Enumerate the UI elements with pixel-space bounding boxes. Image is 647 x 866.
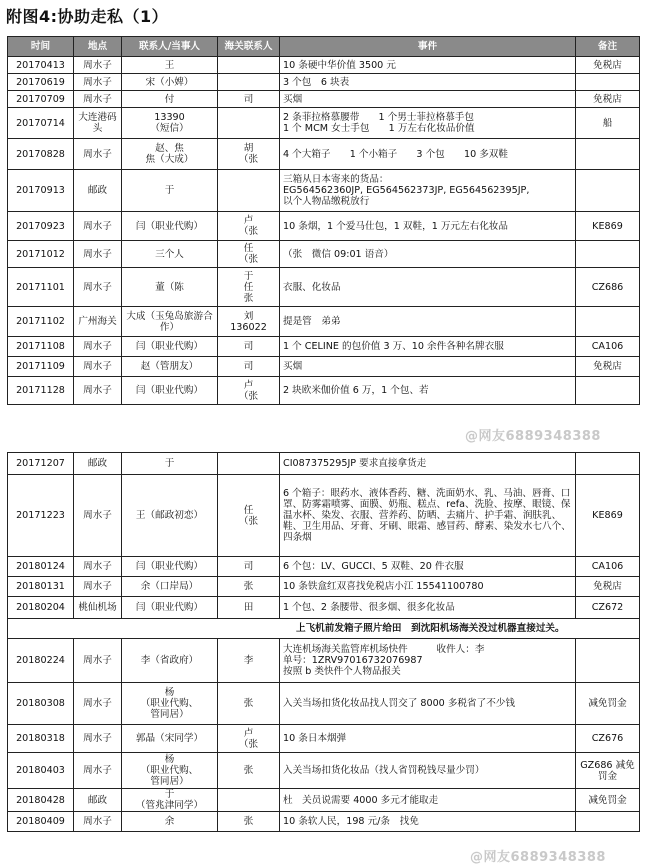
table-row [8,357,640,377]
cell-time: 20171109 [8,357,74,377]
table-row [8,57,640,74]
table-row [8,91,640,108]
cell-event: 三箱从日本寄来的货品： EG564562360JP, EG564562373JP, EG564562395JP, 以个人物品缴税放行 [280,170,576,212]
cell-time: 20171102 [8,307,74,337]
cell-customs-contact [218,74,280,91]
header-place: 地点 [74,37,122,57]
cell-contact: 于 （管兆津同学） [122,789,218,812]
table-row-continued [8,619,640,639]
cell-note: 免税店 [576,577,640,597]
cell-place: 周水子 [74,753,122,789]
table-row [8,577,640,597]
cell-place: 周水子 [74,139,122,170]
cell-contact: 三个人 [122,241,218,268]
cell-event: CI087375295JP 要求直接拿货走 [280,453,576,475]
cell-contact: 宋（小婢） [122,74,218,91]
table-header-row [8,37,640,57]
cell-event: 10 条硬中华价值 3500 元 [280,57,576,74]
cell-time: 20180204 [8,597,74,619]
cell-time: 20170828 [8,139,74,170]
header-contact: 联系人/当事人 [122,37,218,57]
cell-event: 2 条菲拉格慕腰带 1 个男士菲拉格慕手包 1 个 MCM 女士手包 1 万左右化妆品价值 [280,108,576,139]
cell-note: CZ672 [576,597,640,619]
cell-contact: 李（省政府） [122,639,218,683]
cell-customs-contact: 于 任 张 [218,268,280,307]
cell-contact: 王 [122,57,218,74]
cell-time: 20180224 [8,639,74,683]
cell-event: 4 个大箱子 1 个小箱子 3 个包 10 多双鞋 [280,139,576,170]
cell-note [576,639,640,683]
cell-customs-contact: 司 [218,91,280,108]
cell-customs-contact [218,108,280,139]
table-row [8,139,640,170]
cell-place: 周水子 [74,475,122,557]
cell-contact: 大成（玉兔岛旅游合作） [122,307,218,337]
cell-note [576,812,640,832]
cell-note [576,241,640,268]
cell-note [576,307,640,337]
cell-note: 船 [576,108,640,139]
cell-note [576,74,640,91]
cell-time: 20170923 [8,212,74,241]
table-row [8,170,640,212]
cell-contact: 于 [122,170,218,212]
cell-customs-contact: 田 [218,597,280,619]
cell-time: 20180318 [8,725,74,753]
cell-time: 20171108 [8,337,74,357]
cell-time: 20180409 [8,812,74,832]
cell-customs-contact: 任 （张 [218,475,280,557]
cell-customs-contact [218,789,280,812]
cell-event: 入关当场扣货化妆品找人罚交了 8000 多税省了不少钱 [280,683,576,725]
cell-note: CA106 [576,557,640,577]
cell-place: 周水子 [74,241,122,268]
cell-note: KE869 [576,475,640,557]
cell-note: CZ686 [576,268,640,307]
cell-customs-contact [218,57,280,74]
cell-contact: 付 [122,91,218,108]
cell-contact: 于 [122,453,218,475]
cell-event: 6 个包：LV、GUCCI、5 双鞋、20 件衣服 [280,557,576,577]
cell-customs-contact: 卢 （张 [218,377,280,405]
cell-place: 周水子 [74,337,122,357]
table-row [8,725,640,753]
cell-time: 20170714 [8,108,74,139]
table-row [8,212,640,241]
cell-contact: 闫（职业代购） [122,212,218,241]
cell-note [576,453,640,475]
cell-customs-contact: 司 [218,557,280,577]
cell-customs-contact: 司 [218,357,280,377]
cell-place: 邮政 [74,170,122,212]
cell-event: 10 条铁盒红双喜找免税店小江 15541100780 [280,577,576,597]
table-row [8,377,640,405]
cell-time: 20180124 [8,557,74,577]
cell-event: 6 个箱子：眼药水、液体香药、糖、洗面奶水、乳、马油、唇膏、口罩、防雾霜喷雾、面膜、奶瓶、糕点、refa、洗脸、按摩、眼镜、保温水杯、染发、衣服、营养药、防晒、去痛片、护手霜、润肤乳、鞋、卫生用品、牙膏、牙刷、眼霜、感冒药、酵素、染发水七八个、四条烟 [280,475,576,557]
cell-place: 周水子 [74,639,122,683]
cell-time: 20180403 [8,753,74,789]
cell-customs-contact: 卢 （张 [218,212,280,241]
table-row [8,683,640,725]
cell-place: 邮政 [74,789,122,812]
cell-contact: 余（口岸局） [122,577,218,597]
cell-contact: 闫（职业代购） [122,597,218,619]
cell-place: 周水子 [74,357,122,377]
header-time: 时间 [8,37,74,57]
cell-place: 邮政 [74,453,122,475]
header-event: 事件 [280,37,576,57]
cell-place: 周水子 [74,725,122,753]
cell-contact: 闫（职业代购） [122,337,218,357]
cell-time: 20180308 [8,683,74,725]
cell-event-note: 上飞机前发箱子照片给田 到沈阳机场海关没过机器直接过关。 [8,619,640,639]
watermark: @网友6889348388 [465,429,601,444]
cell-contact: 杨 （职业代购、 管同居） [122,753,218,789]
cell-customs-contact [218,170,280,212]
cell-place: 周水子 [74,577,122,597]
cell-time: 20171207 [8,453,74,475]
cell-note: CA106 [576,337,640,357]
cell-customs-contact: 张 [218,753,280,789]
cell-customs-contact: 张 [218,812,280,832]
cell-contact: 赵（管朋友） [122,357,218,377]
cell-customs-contact: 司 [218,337,280,357]
cell-note: 减免罚金 [576,789,640,812]
cell-time: 20171128 [8,377,74,405]
cell-place: 周水子 [74,74,122,91]
cell-contact: 杨 （职业代购、 管同居） [122,683,218,725]
document-title: 附图4:协助走私（1） [6,7,169,26]
cell-contact: 闫（职业代购） [122,557,218,577]
table-row [8,753,640,789]
cell-place: 周水子 [74,91,122,108]
cell-time: 20171223 [8,475,74,557]
table-row [8,812,640,832]
cell-note: CZ676 [576,725,640,753]
table-row [8,108,640,139]
cell-event: 杜 关员说需要 4000 多元才能取走 [280,789,576,812]
cell-time: 20180131 [8,577,74,597]
cell-place: 大连港码头 [74,108,122,139]
cell-place: 周水子 [74,57,122,74]
table-row [8,74,640,91]
cell-time: 20170709 [8,91,74,108]
cell-event: 1 个包、2 条腰带、很多烟、很多化妆品 [280,597,576,619]
cell-event: 3 个包 6 块表 [280,74,576,91]
cell-time: 20171101 [8,268,74,307]
cell-event: 大连机场海关监管库机场快件 收件人：李 单号：1ZRV97016732076987 按照 b 类快件个人物品报关 [280,639,576,683]
cell-note: KE869 [576,212,640,241]
cell-contact: 闫（职业代购） [122,377,218,405]
table-row [8,475,640,557]
cell-customs-contact: 张 [218,577,280,597]
cell-event: 1 个 CELINE 的包价值 3 万、10 余件各种名牌衣服 [280,337,576,357]
cell-event: 10 条软人民，198 元/条 找免 [280,812,576,832]
cell-customs-contact: 胡 （张 [218,139,280,170]
cell-event: 买烟 [280,357,576,377]
table-row [8,453,640,475]
cell-event: 买烟 [280,91,576,108]
cell-time: 20170619 [8,74,74,91]
cell-event: 10 条日本烟弹 [280,725,576,753]
cell-contact: 郭晶（宋同学） [122,725,218,753]
cell-place: 广州海关 [74,307,122,337]
cell-contact: 13390 （短信） [122,108,218,139]
cell-customs-contact: 任 （张 [218,241,280,268]
cell-place: 周水子 [74,268,122,307]
table-row [8,307,640,337]
table-row [8,337,640,357]
cell-time: 20180428 [8,789,74,812]
table-row [8,597,640,619]
table-row [8,241,640,268]
cell-place: 周水子 [74,812,122,832]
table-row [8,789,640,812]
cell-event: 提是管 弟弟 [280,307,576,337]
cell-time: 20170913 [8,170,74,212]
cell-contact: 赵、焦 焦（大成） [122,139,218,170]
cell-customs-contact [218,453,280,475]
cell-event: 2 块欧米伽价值 6 万，1 个包、若 [280,377,576,405]
cell-note [576,377,640,405]
cell-note: GZ686 减免罚金 [576,753,640,789]
header-customs-contact: 海关联系人 [218,37,280,57]
smuggling-table-part-1 [7,36,640,405]
cell-place: 周水子 [74,212,122,241]
cell-note: 免税店 [576,91,640,108]
cell-event: （张 微信 09:01 语音） [280,241,576,268]
header-note: 备注 [576,37,640,57]
cell-note [576,170,640,212]
cell-place: 周水子 [74,557,122,577]
cell-note: 减免罚金 [576,683,640,725]
cell-note: 免税店 [576,57,640,74]
cell-event: 衣服、化妆品 [280,268,576,307]
cell-contact: 董（陈 [122,268,218,307]
cell-note: 免税店 [576,357,640,377]
cell-place: 周水子 [74,377,122,405]
table-row [8,557,640,577]
cell-customs-contact: 刘 136022 [218,307,280,337]
watermark: @网友6889348388 [470,850,606,865]
smuggling-table-part-2 [7,452,640,832]
cell-customs-contact: 卢 （张 [218,725,280,753]
cell-place: 周水子 [74,683,122,725]
cell-event: 10 条烟，1 个爱马仕包，1 双鞋，1 万元左右化妆品 [280,212,576,241]
cell-contact: 王（邮政初恋） [122,475,218,557]
cell-time: 20170413 [8,57,74,74]
cell-place: 桃仙机场 [74,597,122,619]
cell-event: 入关当场扣货化妆品（找人省罚税钱尽量少罚） [280,753,576,789]
cell-time: 20171012 [8,241,74,268]
table-row [8,639,640,683]
cell-note [576,139,640,170]
cell-customs-contact: 李 [218,639,280,683]
cell-customs-contact: 张 [218,683,280,725]
table-row [8,268,640,307]
cell-contact: 余 [122,812,218,832]
